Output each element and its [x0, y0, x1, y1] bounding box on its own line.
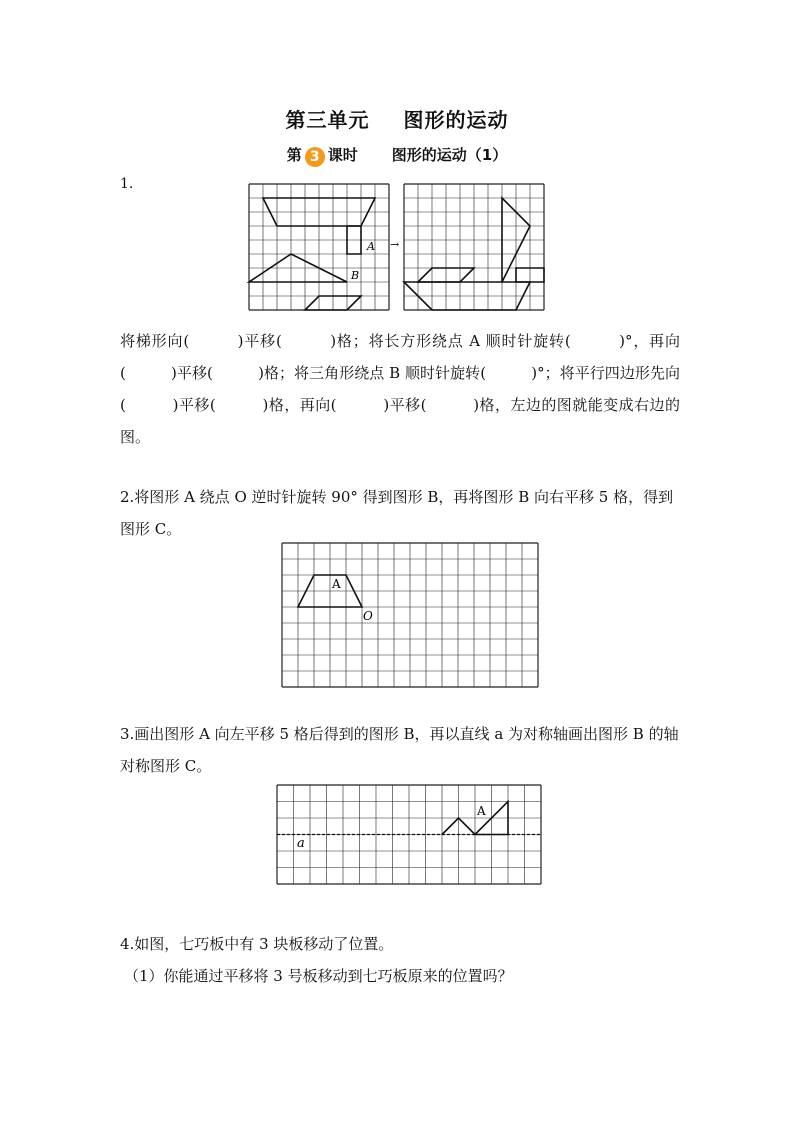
q3-text: 3.画出图形 A 向左平移 5 格后得到的图形 B，再以直线 a 为对称轴画出图形 B 的轴对称图形 C。 — [120, 725, 679, 775]
lesson-number-badge: 3 — [305, 147, 325, 167]
lesson-prefix: 第 — [286, 146, 302, 164]
point-o-label: O — [363, 609, 373, 623]
axis-a-label: a — [297, 836, 305, 851]
figure-a-label: A — [332, 577, 341, 591]
lesson-title — [0, 144, 794, 167]
q4-text: 4.如图，七巧板中有 3 块板移动了位置。 — [120, 935, 394, 953]
q4-sub1-text: （1）你能通过平移将 3 号板移动到七巧板原来的位置吗？ — [124, 967, 513, 985]
grid-lines — [282, 543, 538, 687]
unit-label: 第三单元 — [285, 108, 370, 132]
q1-right-grid-figure — [404, 184, 544, 312]
point-b-label: B — [351, 269, 360, 282]
grid-lines — [404, 184, 544, 310]
q3-grid-figure — [277, 785, 541, 884]
arrow-icon: → — [390, 238, 400, 251]
q1-text: 将梯形向( )平移( )格；将长方形绕点 A 顺时针旋转( )°，再向( )平移( )格；将三角形绕点 B 顺时针旋转( )°；将平行四边形先向( )平移( )格，再向( )平移( )格，左边的图就能变成右边的图。 — [120, 332, 680, 446]
figure-a-label: A — [477, 804, 486, 818]
unit-title — [0, 104, 794, 133]
unit-topic: 图形的运动 — [403, 108, 509, 132]
q1-number: 1. — [120, 176, 134, 192]
point-a-label: A — [367, 240, 375, 253]
lesson-topic: 图形的运动（1） — [391, 146, 508, 164]
q2-grid-figure — [282, 543, 538, 687]
lesson-suffix: 课时 — [327, 146, 358, 164]
q2-text: 2.将图形 A 绕点 O 逆时针旋转 90° 得到图形 B，再将图形 B 向右平移 5 格，得到图形 C。 — [120, 488, 674, 538]
q1-left-grid-figure — [249, 184, 389, 312]
